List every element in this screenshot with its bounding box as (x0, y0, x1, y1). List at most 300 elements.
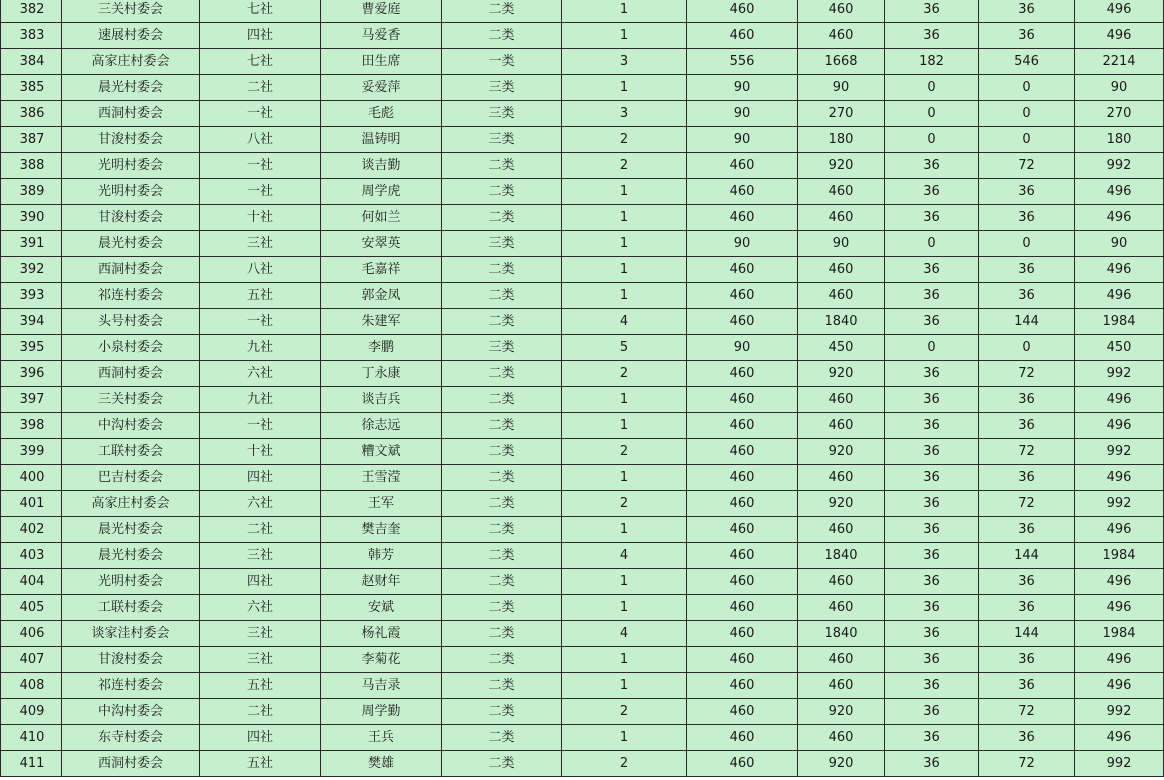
cell-extra-subtotal[interactable]: 546 (979, 49, 1075, 75)
cell-count[interactable]: 1 (562, 0, 687, 23)
cell-extra-subtotal[interactable]: 72 (979, 361, 1075, 387)
cell-subtotal[interactable]: 90 (798, 75, 885, 101)
cell-name[interactable]: 安翠英 (321, 231, 442, 257)
cell-category[interactable]: 二类 (442, 751, 562, 777)
cell-category[interactable]: 三类 (442, 231, 562, 257)
cell-count[interactable]: 2 (562, 127, 687, 153)
cell-row-number[interactable]: 385 (1, 75, 62, 101)
cell-group[interactable]: 十社 (200, 205, 321, 231)
cell-village[interactable]: 西洞村委会 (62, 101, 200, 127)
cell-row-number[interactable]: 382 (1, 0, 62, 23)
cell-extra-subtotal[interactable]: 0 (979, 335, 1075, 361)
cell-total[interactable]: 992 (1075, 699, 1164, 725)
cell-name[interactable]: 毛嘉祥 (321, 257, 442, 283)
cell-row-number[interactable]: 405 (1, 595, 62, 621)
cell-village[interactable]: 中沟村委会 (62, 413, 200, 439)
cell-name[interactable]: 周学虎 (321, 179, 442, 205)
cell-count[interactable]: 4 (562, 621, 687, 647)
cell-count[interactable]: 1 (562, 673, 687, 699)
cell-group[interactable]: 四社 (200, 23, 321, 49)
cell-extra-standard[interactable]: 36 (885, 517, 979, 543)
cell-count[interactable]: 1 (562, 569, 687, 595)
cell-group[interactable]: 一社 (200, 309, 321, 335)
cell-extra-subtotal[interactable]: 36 (979, 673, 1075, 699)
cell-subtotal[interactable]: 460 (798, 569, 885, 595)
cell-group[interactable]: 八社 (200, 257, 321, 283)
cell-total[interactable]: 496 (1075, 647, 1164, 673)
cell-subtotal[interactable]: 1840 (798, 621, 885, 647)
cell-category[interactable]: 二类 (442, 283, 562, 309)
cell-extra-standard[interactable]: 36 (885, 491, 979, 517)
cell-total[interactable]: 992 (1075, 491, 1164, 517)
cell-group[interactable]: 七社 (200, 49, 321, 75)
cell-standard[interactable]: 460 (687, 257, 798, 283)
cell-total[interactable]: 496 (1075, 465, 1164, 491)
cell-extra-subtotal[interactable]: 72 (979, 153, 1075, 179)
cell-extra-subtotal[interactable]: 72 (979, 439, 1075, 465)
cell-subtotal[interactable]: 90 (798, 231, 885, 257)
cell-extra-standard[interactable]: 36 (885, 465, 979, 491)
cell-name[interactable]: 毛彪 (321, 101, 442, 127)
cell-extra-subtotal[interactable]: 144 (979, 621, 1075, 647)
cell-standard[interactable]: 460 (687, 751, 798, 777)
cell-row-number[interactable]: 386 (1, 101, 62, 127)
cell-category[interactable]: 二类 (442, 361, 562, 387)
cell-name[interactable]: 田生席 (321, 49, 442, 75)
cell-count[interactable]: 1 (562, 23, 687, 49)
cell-name[interactable]: 王雪滢 (321, 465, 442, 491)
cell-row-number[interactable]: 392 (1, 257, 62, 283)
cell-row-number[interactable]: 404 (1, 569, 62, 595)
cell-village[interactable]: 速展村委会 (62, 23, 200, 49)
cell-row-number[interactable]: 408 (1, 673, 62, 699)
cell-group[interactable]: 九社 (200, 387, 321, 413)
cell-standard[interactable]: 460 (687, 23, 798, 49)
cell-village[interactable]: 西洞村委会 (62, 361, 200, 387)
cell-count[interactable]: 2 (562, 699, 687, 725)
cell-standard[interactable]: 460 (687, 439, 798, 465)
cell-village[interactable]: 西洞村委会 (62, 751, 200, 777)
cell-subtotal[interactable]: 460 (798, 0, 885, 23)
cell-standard[interactable]: 556 (687, 49, 798, 75)
cell-standard[interactable]: 460 (687, 283, 798, 309)
cell-total[interactable]: 496 (1075, 23, 1164, 49)
cell-row-number[interactable]: 395 (1, 335, 62, 361)
cell-row-number[interactable]: 403 (1, 543, 62, 569)
cell-group[interactable]: 五社 (200, 751, 321, 777)
cell-extra-subtotal[interactable]: 36 (979, 569, 1075, 595)
cell-extra-subtotal[interactable]: 36 (979, 23, 1075, 49)
cell-extra-standard[interactable]: 36 (885, 595, 979, 621)
cell-category[interactable]: 二类 (442, 439, 562, 465)
cell-standard[interactable]: 90 (687, 127, 798, 153)
cell-row-number[interactable]: 407 (1, 647, 62, 673)
cell-count[interactable]: 1 (562, 231, 687, 257)
cell-standard[interactable]: 90 (687, 101, 798, 127)
cell-subtotal[interactable]: 460 (798, 413, 885, 439)
cell-subtotal[interactable]: 460 (798, 283, 885, 309)
cell-row-number[interactable]: 409 (1, 699, 62, 725)
cell-total[interactable]: 1984 (1075, 543, 1164, 569)
cell-total[interactable]: 496 (1075, 257, 1164, 283)
cell-extra-subtotal[interactable]: 36 (979, 517, 1075, 543)
cell-total[interactable]: 496 (1075, 0, 1164, 23)
cell-subtotal[interactable]: 460 (798, 387, 885, 413)
cell-village[interactable]: 工联村委会 (62, 439, 200, 465)
cell-total[interactable]: 1984 (1075, 309, 1164, 335)
cell-group[interactable]: 一社 (200, 153, 321, 179)
cell-extra-standard[interactable]: 36 (885, 23, 979, 49)
cell-category[interactable]: 三类 (442, 75, 562, 101)
cell-category[interactable]: 二类 (442, 725, 562, 751)
cell-village[interactable]: 高家庄村委会 (62, 491, 200, 517)
cell-category[interactable]: 二类 (442, 569, 562, 595)
cell-village[interactable]: 西洞村委会 (62, 257, 200, 283)
cell-category[interactable]: 二类 (442, 543, 562, 569)
cell-village[interactable]: 祁连村委会 (62, 673, 200, 699)
cell-standard[interactable]: 90 (687, 231, 798, 257)
cell-village[interactable]: 甘浚村委会 (62, 127, 200, 153)
cell-total[interactable]: 270 (1075, 101, 1164, 127)
cell-standard[interactable]: 460 (687, 465, 798, 491)
cell-name[interactable]: 樊雄 (321, 751, 442, 777)
cell-extra-standard[interactable]: 36 (885, 569, 979, 595)
cell-total[interactable]: 992 (1075, 153, 1164, 179)
cell-subtotal[interactable]: 450 (798, 335, 885, 361)
cell-category[interactable]: 三类 (442, 101, 562, 127)
cell-group[interactable]: 一社 (200, 413, 321, 439)
cell-subtotal[interactable]: 460 (798, 595, 885, 621)
cell-category[interactable]: 二类 (442, 413, 562, 439)
cell-extra-standard[interactable]: 36 (885, 283, 979, 309)
cell-name[interactable]: 谈吉兵 (321, 387, 442, 413)
cell-group[interactable]: 四社 (200, 569, 321, 595)
cell-row-number[interactable]: 406 (1, 621, 62, 647)
cell-village[interactable]: 光明村委会 (62, 179, 200, 205)
cell-standard[interactable]: 460 (687, 387, 798, 413)
cell-extra-subtotal[interactable]: 72 (979, 699, 1075, 725)
cell-extra-standard[interactable]: 0 (885, 101, 979, 127)
cell-village[interactable]: 谈家洼村委会 (62, 621, 200, 647)
cell-subtotal[interactable]: 270 (798, 101, 885, 127)
cell-group[interactable]: 二社 (200, 699, 321, 725)
cell-category[interactable]: 二类 (442, 673, 562, 699)
cell-extra-standard[interactable]: 36 (885, 387, 979, 413)
cell-count[interactable]: 4 (562, 309, 687, 335)
cell-subtotal[interactable]: 1668 (798, 49, 885, 75)
cell-extra-standard[interactable]: 36 (885, 309, 979, 335)
cell-extra-subtotal[interactable]: 0 (979, 101, 1075, 127)
cell-village[interactable]: 晨光村委会 (62, 517, 200, 543)
cell-extra-subtotal[interactable]: 36 (979, 647, 1075, 673)
cell-village[interactable]: 晨光村委会 (62, 231, 200, 257)
cell-count[interactable]: 1 (562, 205, 687, 231)
cell-subtotal[interactable]: 920 (798, 699, 885, 725)
cell-count[interactable]: 2 (562, 361, 687, 387)
cell-count[interactable]: 1 (562, 725, 687, 751)
cell-standard[interactable]: 460 (687, 491, 798, 517)
cell-standard[interactable]: 90 (687, 75, 798, 101)
cell-standard[interactable]: 460 (687, 621, 798, 647)
cell-village[interactable]: 高家庄村委会 (62, 49, 200, 75)
cell-extra-standard[interactable]: 36 (885, 0, 979, 23)
cell-extra-subtotal[interactable]: 36 (979, 595, 1075, 621)
cell-count[interactable]: 2 (562, 153, 687, 179)
cell-row-number[interactable]: 390 (1, 205, 62, 231)
cell-extra-standard[interactable]: 36 (885, 673, 979, 699)
cell-total[interactable]: 496 (1075, 725, 1164, 751)
cell-category[interactable]: 二类 (442, 309, 562, 335)
cell-total[interactable]: 992 (1075, 751, 1164, 777)
cell-total[interactable]: 496 (1075, 413, 1164, 439)
cell-category[interactable]: 三类 (442, 127, 562, 153)
cell-category[interactable]: 二类 (442, 257, 562, 283)
cell-count[interactable]: 1 (562, 179, 687, 205)
cell-standard[interactable]: 460 (687, 205, 798, 231)
cell-category[interactable]: 二类 (442, 387, 562, 413)
cell-village[interactable]: 三关村委会 (62, 0, 200, 23)
cell-standard[interactable]: 460 (687, 595, 798, 621)
cell-group[interactable]: 一社 (200, 179, 321, 205)
cell-name[interactable]: 曹爱庭 (321, 0, 442, 23)
cell-row-number[interactable]: 387 (1, 127, 62, 153)
cell-row-number[interactable]: 397 (1, 387, 62, 413)
cell-subtotal[interactable]: 920 (798, 751, 885, 777)
cell-extra-standard[interactable]: 36 (885, 205, 979, 231)
cell-extra-standard[interactable]: 0 (885, 231, 979, 257)
cell-count[interactable]: 3 (562, 49, 687, 75)
cell-group[interactable]: 二社 (200, 75, 321, 101)
cell-standard[interactable]: 460 (687, 413, 798, 439)
cell-total[interactable]: 992 (1075, 439, 1164, 465)
cell-group[interactable]: 四社 (200, 465, 321, 491)
cell-category[interactable]: 一类 (442, 49, 562, 75)
cell-group[interactable]: 一社 (200, 101, 321, 127)
cell-total[interactable]: 450 (1075, 335, 1164, 361)
cell-count[interactable]: 1 (562, 413, 687, 439)
cell-extra-subtotal[interactable]: 36 (979, 283, 1075, 309)
cell-extra-subtotal[interactable]: 0 (979, 231, 1075, 257)
cell-row-number[interactable]: 393 (1, 283, 62, 309)
cell-total[interactable]: 496 (1075, 595, 1164, 621)
cell-category[interactable]: 二类 (442, 205, 562, 231)
cell-count[interactable]: 4 (562, 543, 687, 569)
cell-category[interactable]: 二类 (442, 595, 562, 621)
cell-count[interactable]: 1 (562, 647, 687, 673)
cell-name[interactable]: 马吉录 (321, 673, 442, 699)
cell-group[interactable]: 八社 (200, 127, 321, 153)
cell-total[interactable]: 496 (1075, 569, 1164, 595)
cell-village[interactable]: 祁连村委会 (62, 283, 200, 309)
cell-extra-subtotal[interactable]: 36 (979, 465, 1075, 491)
cell-extra-standard[interactable]: 36 (885, 413, 979, 439)
cell-group[interactable]: 十社 (200, 439, 321, 465)
cell-village[interactable]: 头号村委会 (62, 309, 200, 335)
cell-extra-standard[interactable]: 36 (885, 439, 979, 465)
cell-extra-subtotal[interactable]: 36 (979, 387, 1075, 413)
cell-village[interactable]: 小泉村委会 (62, 335, 200, 361)
cell-extra-standard[interactable]: 36 (885, 725, 979, 751)
cell-extra-standard[interactable]: 36 (885, 621, 979, 647)
cell-group[interactable]: 三社 (200, 621, 321, 647)
cell-count[interactable]: 1 (562, 257, 687, 283)
cell-extra-standard[interactable]: 36 (885, 179, 979, 205)
cell-standard[interactable]: 460 (687, 153, 798, 179)
cell-standard[interactable]: 460 (687, 699, 798, 725)
cell-extra-subtotal[interactable]: 0 (979, 75, 1075, 101)
cell-group[interactable]: 五社 (200, 673, 321, 699)
cell-count[interactable]: 1 (562, 517, 687, 543)
cell-group[interactable]: 七社 (200, 0, 321, 23)
cell-total[interactable]: 496 (1075, 283, 1164, 309)
cell-subtotal[interactable]: 460 (798, 23, 885, 49)
cell-row-number[interactable]: 396 (1, 361, 62, 387)
cell-village[interactable]: 晨光村委会 (62, 75, 200, 101)
cell-extra-subtotal[interactable]: 144 (979, 309, 1075, 335)
cell-row-number[interactable]: 401 (1, 491, 62, 517)
cell-extra-subtotal[interactable]: 36 (979, 413, 1075, 439)
cell-name[interactable]: 郭金凤 (321, 283, 442, 309)
cell-total[interactable]: 90 (1075, 231, 1164, 257)
cell-count[interactable]: 1 (562, 75, 687, 101)
cell-subtotal[interactable]: 460 (798, 725, 885, 751)
cell-row-number[interactable]: 400 (1, 465, 62, 491)
cell-extra-standard[interactable]: 36 (885, 699, 979, 725)
cell-name[interactable]: 马爱香 (321, 23, 442, 49)
cell-category[interactable]: 三类 (442, 335, 562, 361)
cell-category[interactable]: 二类 (442, 621, 562, 647)
cell-row-number[interactable]: 383 (1, 23, 62, 49)
cell-extra-standard[interactable]: 36 (885, 361, 979, 387)
cell-name[interactable]: 李菊花 (321, 647, 442, 673)
cell-category[interactable]: 二类 (442, 179, 562, 205)
cell-name[interactable]: 韩芳 (321, 543, 442, 569)
cell-group[interactable]: 六社 (200, 361, 321, 387)
cell-subtotal[interactable]: 460 (798, 465, 885, 491)
cell-group[interactable]: 六社 (200, 595, 321, 621)
cell-extra-standard[interactable]: 0 (885, 75, 979, 101)
cell-total[interactable]: 496 (1075, 205, 1164, 231)
cell-extra-subtotal[interactable]: 72 (979, 491, 1075, 517)
cell-row-number[interactable]: 410 (1, 725, 62, 751)
cell-row-number[interactable]: 389 (1, 179, 62, 205)
cell-name[interactable]: 安斌 (321, 595, 442, 621)
cell-row-number[interactable]: 402 (1, 517, 62, 543)
cell-name[interactable]: 王兵 (321, 725, 442, 751)
cell-category[interactable]: 二类 (442, 491, 562, 517)
cell-name[interactable]: 温铸明 (321, 127, 442, 153)
cell-subtotal[interactable]: 920 (798, 439, 885, 465)
cell-name[interactable]: 樊吉奎 (321, 517, 442, 543)
cell-subtotal[interactable]: 180 (798, 127, 885, 153)
cell-count[interactable]: 1 (562, 387, 687, 413)
cell-village[interactable]: 光明村委会 (62, 569, 200, 595)
cell-extra-subtotal[interactable]: 36 (979, 179, 1075, 205)
cell-extra-standard[interactable]: 0 (885, 335, 979, 361)
cell-subtotal[interactable]: 460 (798, 257, 885, 283)
cell-extra-standard[interactable]: 36 (885, 647, 979, 673)
cell-name[interactable]: 杨礼霞 (321, 621, 442, 647)
cell-standard[interactable]: 460 (687, 543, 798, 569)
cell-subtotal[interactable]: 920 (798, 153, 885, 179)
cell-category[interactable]: 二类 (442, 699, 562, 725)
cell-standard[interactable]: 90 (687, 335, 798, 361)
cell-village[interactable]: 甘浚村委会 (62, 205, 200, 231)
cell-row-number[interactable]: 411 (1, 751, 62, 777)
cell-total[interactable]: 2214 (1075, 49, 1164, 75)
cell-subtotal[interactable]: 460 (798, 647, 885, 673)
cell-count[interactable]: 1 (562, 465, 687, 491)
cell-extra-subtotal[interactable]: 36 (979, 257, 1075, 283)
cell-standard[interactable]: 460 (687, 0, 798, 23)
cell-row-number[interactable]: 391 (1, 231, 62, 257)
cell-count[interactable]: 2 (562, 439, 687, 465)
cell-standard[interactable]: 460 (687, 647, 798, 673)
cell-group[interactable]: 三社 (200, 647, 321, 673)
cell-subtotal[interactable]: 460 (798, 517, 885, 543)
cell-name[interactable]: 何如兰 (321, 205, 442, 231)
cell-name[interactable]: 朱建军 (321, 309, 442, 335)
cell-group[interactable]: 四社 (200, 725, 321, 751)
cell-total[interactable]: 1984 (1075, 621, 1164, 647)
cell-group[interactable]: 三社 (200, 543, 321, 569)
cell-standard[interactable]: 460 (687, 179, 798, 205)
cell-standard[interactable]: 460 (687, 725, 798, 751)
cell-name[interactable]: 徐志远 (321, 413, 442, 439)
cell-total[interactable]: 992 (1075, 361, 1164, 387)
cell-name[interactable]: 赵财年 (321, 569, 442, 595)
cell-row-number[interactable]: 398 (1, 413, 62, 439)
cell-extra-subtotal[interactable]: 72 (979, 751, 1075, 777)
cell-category[interactable]: 二类 (442, 0, 562, 23)
cell-total[interactable]: 90 (1075, 75, 1164, 101)
cell-standard[interactable]: 460 (687, 361, 798, 387)
cell-subtotal[interactable]: 460 (798, 205, 885, 231)
cell-name[interactable]: 李鹏 (321, 335, 442, 361)
cell-extra-subtotal[interactable]: 36 (979, 725, 1075, 751)
cell-name[interactable]: 周学勤 (321, 699, 442, 725)
cell-village[interactable]: 晨光村委会 (62, 543, 200, 569)
cell-count[interactable]: 5 (562, 335, 687, 361)
cell-name[interactable]: 丁永康 (321, 361, 442, 387)
cell-village[interactable]: 光明村委会 (62, 153, 200, 179)
cell-group[interactable]: 三社 (200, 231, 321, 257)
cell-row-number[interactable]: 394 (1, 309, 62, 335)
cell-standard[interactable]: 460 (687, 517, 798, 543)
cell-category[interactable]: 二类 (442, 465, 562, 491)
cell-name[interactable]: 王军 (321, 491, 442, 517)
cell-standard[interactable]: 460 (687, 309, 798, 335)
cell-subtotal[interactable]: 460 (798, 179, 885, 205)
cell-extra-subtotal[interactable]: 144 (979, 543, 1075, 569)
cell-total[interactable]: 496 (1075, 673, 1164, 699)
cell-standard[interactable]: 460 (687, 569, 798, 595)
cell-extra-standard[interactable]: 36 (885, 751, 979, 777)
cell-extra-subtotal[interactable]: 36 (979, 0, 1075, 23)
cell-extra-subtotal[interactable]: 0 (979, 127, 1075, 153)
cell-category[interactable]: 二类 (442, 23, 562, 49)
cell-subtotal[interactable]: 460 (798, 673, 885, 699)
cell-count[interactable]: 1 (562, 283, 687, 309)
cell-subtotal[interactable]: 920 (798, 491, 885, 517)
cell-category[interactable]: 二类 (442, 647, 562, 673)
cell-count[interactable]: 3 (562, 101, 687, 127)
cell-row-number[interactable]: 388 (1, 153, 62, 179)
cell-row-number[interactable]: 399 (1, 439, 62, 465)
cell-count[interactable]: 2 (562, 751, 687, 777)
cell-group[interactable]: 二社 (200, 517, 321, 543)
cell-subtotal[interactable]: 920 (798, 361, 885, 387)
